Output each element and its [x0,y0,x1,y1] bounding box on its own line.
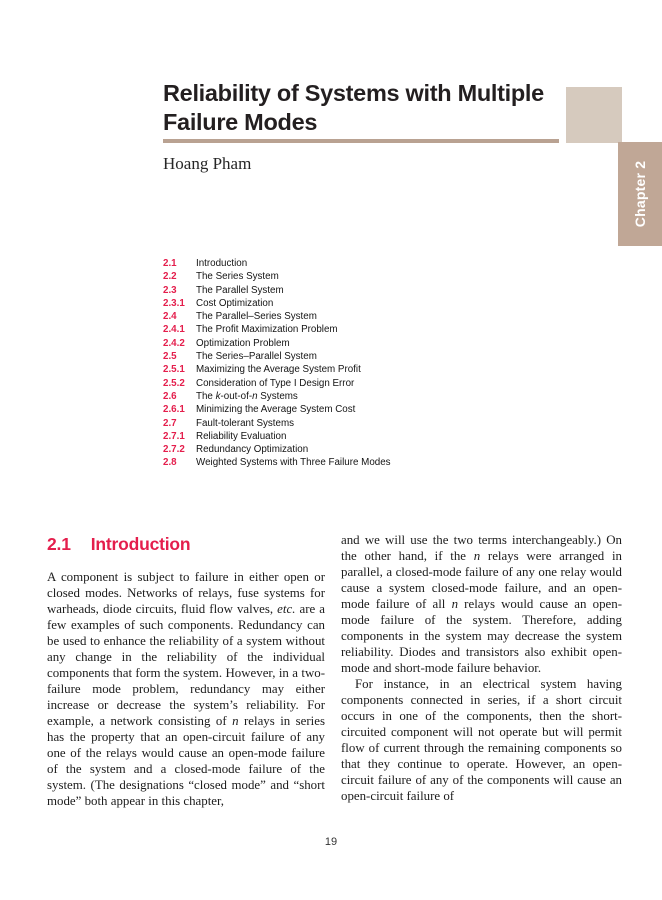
author-name: Hoang Pham [163,154,252,173]
toc-entry [163,337,543,350]
toc-entry [163,417,543,430]
toc-entry-number: 2.5.1 [163,364,185,376]
toc-entry-label: The k-out-of-n Systems [196,390,298,402]
toc-entry-number: 2.3.1 [163,297,185,309]
body-column-left [47,569,325,809]
toc-entry-number: 2.6 [163,390,177,402]
toc-entry-label: The Profit Maximization Problem [196,324,338,336]
toc-entry [163,390,543,403]
toc-entry [163,443,543,456]
toc-entry-number: 2.7 [163,417,177,429]
toc-entry-number: 2.8 [163,457,177,469]
body-paragraph: and we will use the two terms interchangeably.) On the other hand, if the n relays were arranged in parallel, a closed-mode failure of any one relay would cause a system closed-mode failure, and an open-mode failure of all n relays would cause an open-mode failure of the system. Therefore, adding components in the system may decrease the system reliability. Diodes and transistors also exhibit open-mode and short-mode failure behavior. [341,533,622,675]
toc-entry-number: 2.4.2 [163,337,185,349]
toc-entry-number: 2.1 [163,258,177,269]
toc-entry-label: Optimization Problem [196,337,290,349]
toc-entry-label: Weighted Systems with Three Failure Modes [196,457,391,469]
toc-entry-number: 2.7.1 [163,430,185,442]
chapter-title [163,79,583,137]
toc-entry-label: The Parallel–Series System [196,311,317,323]
toc-entry-number: 2.7.2 [163,444,185,456]
toc-entry-label: The Series System [196,271,279,283]
toc-entry-number: 2.5.2 [163,377,185,389]
toc-entry-label: Fault-tolerant Systems [196,417,295,429]
body-column-right [341,532,622,804]
section-heading [47,534,190,555]
toc-entry-label: Maximizing the Average System Profit [196,364,361,376]
chapter-edge-tab [618,142,662,246]
toc-entry [163,363,543,376]
toc-entry-label: Cost Optimization [196,297,274,309]
toc-entry [163,456,543,469]
section-title: Introduction [90,534,191,554]
toc-entry [163,270,543,283]
toc-entry [163,377,543,390]
toc-entry [163,284,543,297]
toc-entry-label: The Parallel System [196,284,284,296]
toc-entry [163,297,543,310]
page-number: 19 [324,836,338,848]
body-paragraph: A component is subject to failure in either open or closed modes. Networks of relays, fuse systems for warheads, diode circuits, fluid flow valves, etc. are a few examples of such components. Redundancy can be used to enhance the reliability of a system without any change in the reliability of the individual components that form the system. However, in a two-failure mode problem, redundancy may either increase or decrease the system’s reliability. For example, a network consisting of n relays in series has the property that an open-circuit failure of any one of the relays would cause an open-mode failure of the system and a closed-mode failure of the system. (The designations “closed mode” and “short mode” both appear in this chapter, [47,570,326,808]
chapter-tab-label: Chapter 2 [632,160,648,228]
toc-entry [163,403,543,416]
toc-entry-number: 2.4 [163,311,177,323]
chapter-title-line2: Failure Modes [163,109,318,135]
toc-entry-label: Consideration of Type I Design Error [196,377,355,389]
toc-entry [163,323,543,336]
toc-entry-number: 2.3 [163,284,177,296]
toc-entry-label: Minimizing the Average System Cost [196,404,356,416]
toc-entry [163,310,543,323]
toc-entry-label: Reliability Evaluation [196,430,287,442]
toc-entry-number: 2.2 [163,271,177,283]
toc-entry-number: 2.5 [163,351,177,363]
toc-list [163,257,543,470]
toc-entry-label: Redundancy Optimization [196,444,309,456]
body-paragraph: For instance, in an electrical system having components connected in series, if a short circuit occurs in one of the components, then the short-circuited component will not operate but will permit flow of current through the remaining components so that they continue to operate. However, an open-circuit failure of any of the components will cause an open-circuit failure of [341,677,622,803]
toc-entry [163,350,543,363]
toc-entry-number: 2.6.1 [163,404,185,416]
chapter-title-line1: Reliability of Systems with Multiple [163,80,544,106]
toc-entry-number: 2.4.1 [163,324,185,336]
section-number: 2.1 [47,534,71,554]
title-underline-rule [163,139,559,143]
toc-entry-label: The Series–Parallel System [196,351,317,363]
toc-entry-label: Introduction [196,258,248,269]
toc-entry [163,257,543,270]
decorative-corner-square [566,87,622,143]
toc-entry [163,430,543,443]
